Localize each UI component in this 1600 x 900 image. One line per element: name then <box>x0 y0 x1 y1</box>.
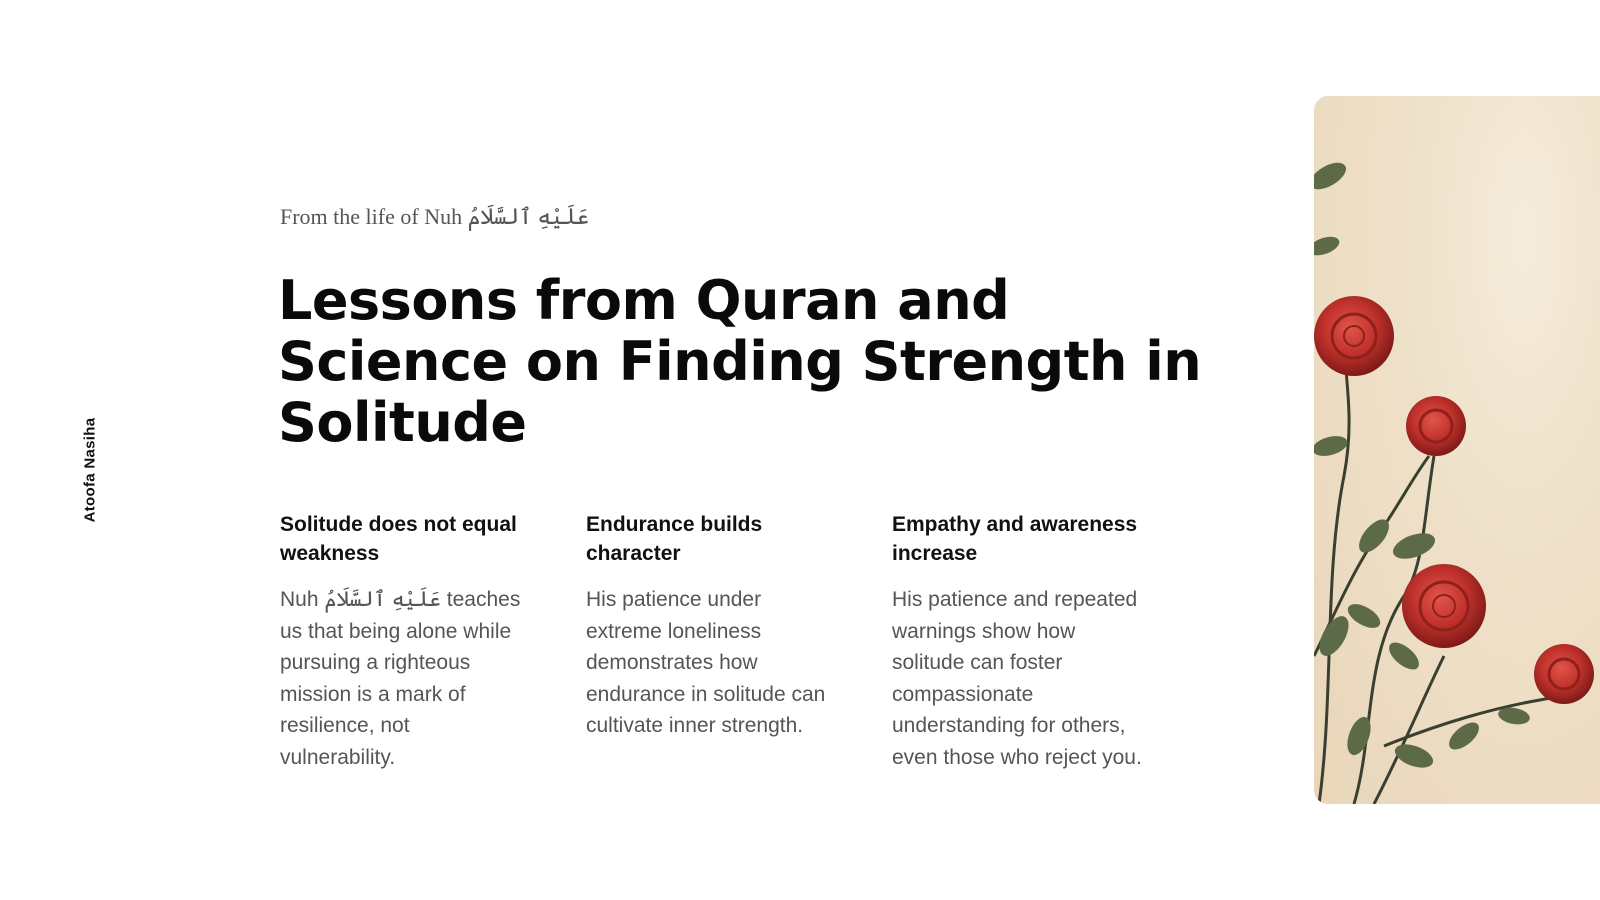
roses-image <box>1314 96 1600 804</box>
eyebrow-text: From the life of Nuh عَلَيْهِ ٱلسَّلَامُ <box>280 204 590 229</box>
lesson-body: His patience under extreme loneliness demonstrates how endurance in solitude can cultivate inner strength. <box>586 588 826 738</box>
lesson-heading: Empathy and awareness increase <box>892 513 1138 565</box>
lesson-column-1 <box>280 510 530 774</box>
lesson-body: His patience and repeated warnings show how solitude can foster compassionate understanding for others, even those who reject you. <box>892 588 1142 769</box>
roses-illustration <box>1314 96 1600 804</box>
page-title: Lessons from Quran and Science on Finding Strength in Solitude <box>278 269 1202 454</box>
lesson-body: Nuh عَلَيْهِ ٱلسَّلَامُ teaches us that being alone while pursuing a righteous mission is a mark of resilience, not vulnerability. <box>280 588 521 769</box>
lesson-column-3 <box>892 510 1142 774</box>
lesson-heading: Solitude does not equal weakness <box>280 513 517 565</box>
rose-flowers <box>1314 296 1594 704</box>
lesson-column-2 <box>586 510 836 742</box>
lesson-heading: Endurance builds character <box>586 513 763 565</box>
author-name: Atoofa Nasiha <box>81 417 99 523</box>
